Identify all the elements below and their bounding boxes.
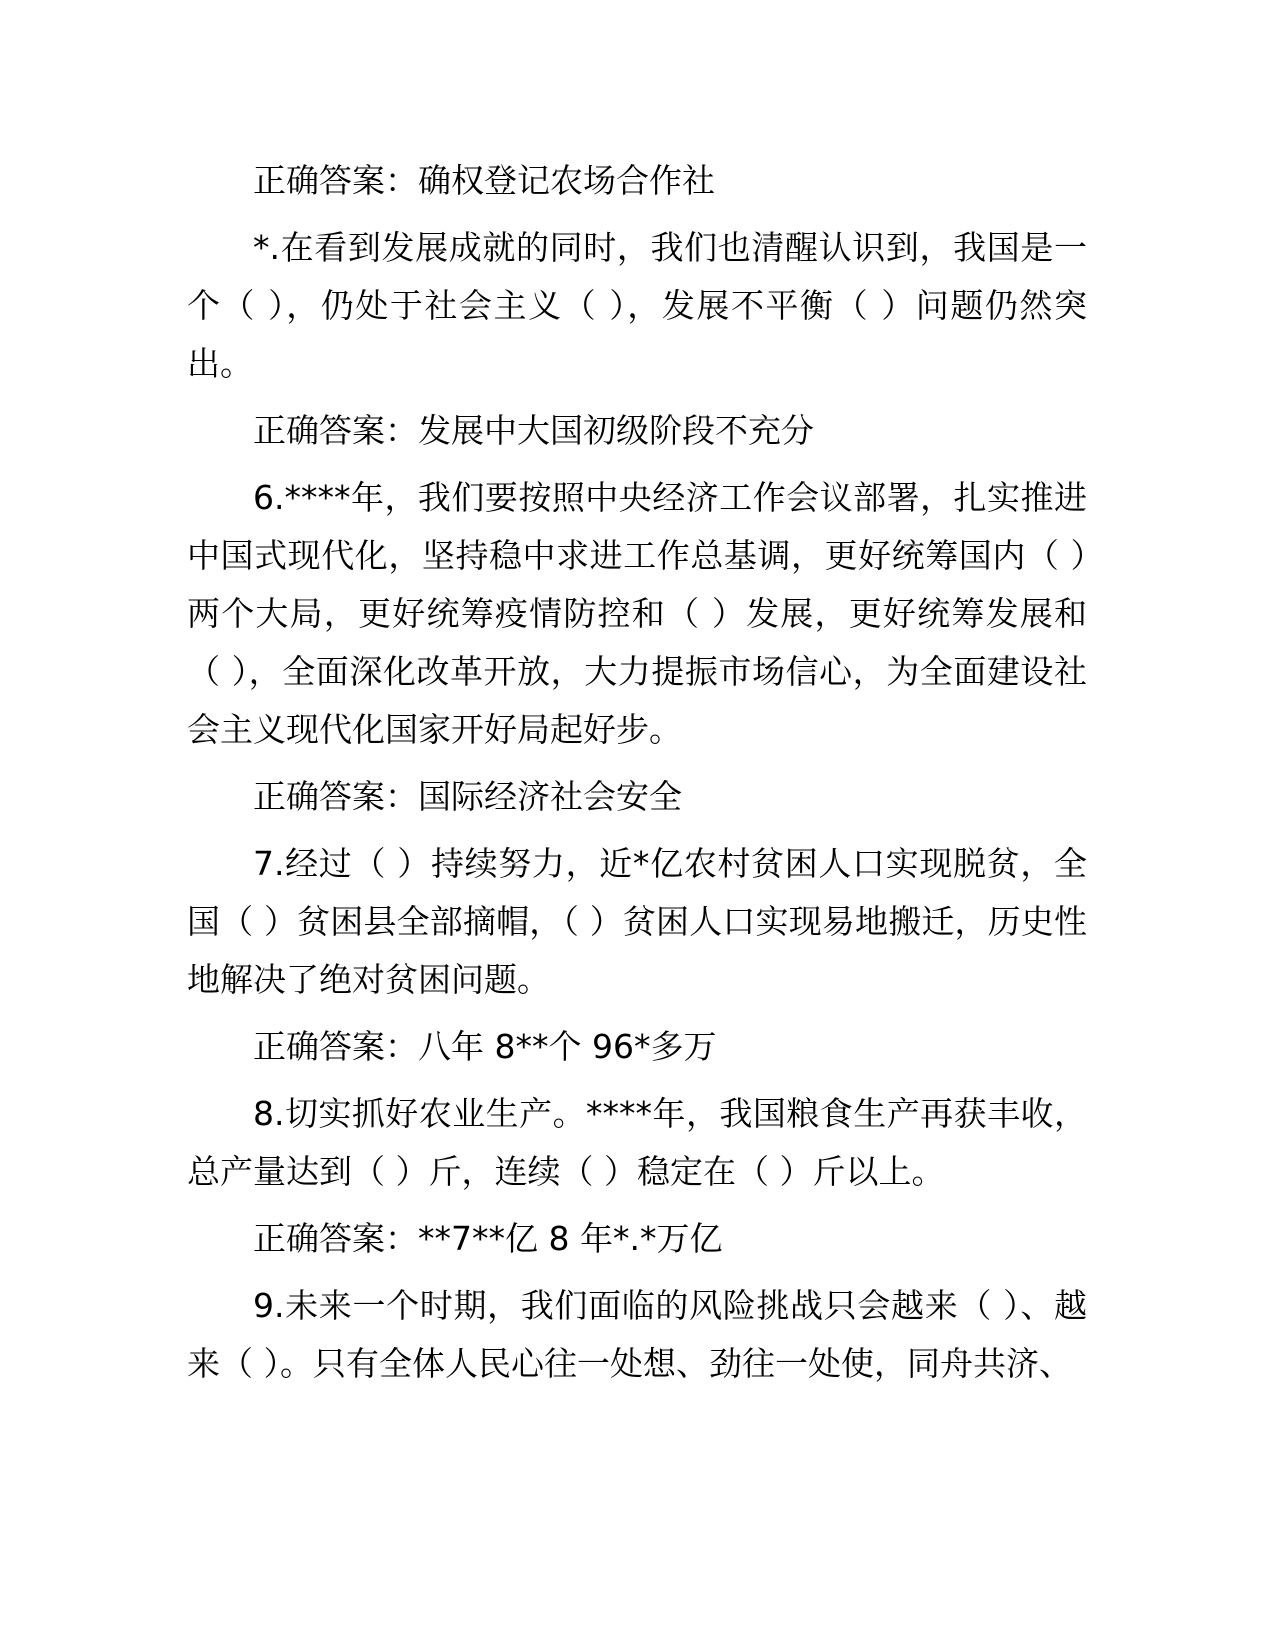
question-paragraph: 7.经过（ ）持续努力，近*亿农村贫困人口实现脱贫，全国（ ）贫困县全部摘帽，（ ）贫困人口实现易地搬迁，历史性地解决了绝对贫困问题。 — [187, 844, 1087, 999]
question-paragraph: 8.切实抓好农业生产。****年，我国粮食生产再获丰收，总产量达到（ ）斤，连续（ ）稳定在（ ）斤以上。 — [187, 1094, 1087, 1191]
answer-paragraph: 正确答案：八年 8**个 96*多万 — [253, 1027, 717, 1066]
answer-paragraph: 正确答案：发展中大国初级阶段不充分 — [253, 411, 814, 450]
question-paragraph: *.在看到发展成就的同时，我们也清醒认识到，我国是一个（ ），仍处于社会主义（ ），发展不平衡（ ）问题仍然突出。 — [187, 228, 1087, 383]
answer-paragraph: 正确答案：确权登记农场合作社 — [253, 161, 715, 200]
answer-paragraph: 正确答案：国际经济社会安全 — [253, 777, 682, 816]
answer-paragraph: 正确答案：**7**亿 8 年*.*万亿 — [253, 1219, 723, 1258]
question-paragraph: 6.****年，我们要按照中央经济工作会议部署，扎实推进中国式现代化，坚持稳中求进工作总基调，更好统筹国内（ ）两个大局，更好统筹疫情防控和（ ）发展，更好统筹发展和（ ），全面深化改革开放，大力提振市场信心，为全面建设社会主义现代化国家开好局起好步。 — [187, 478, 1087, 749]
document-body — [187, 152, 1087, 1402]
question-paragraph: 9.未来一个时期，我们面临的风险挑战只会越来（ ）、越来（ ）。只有全体人民心往一处想、劲往一处使，同舟共济、 — [187, 1286, 1087, 1383]
